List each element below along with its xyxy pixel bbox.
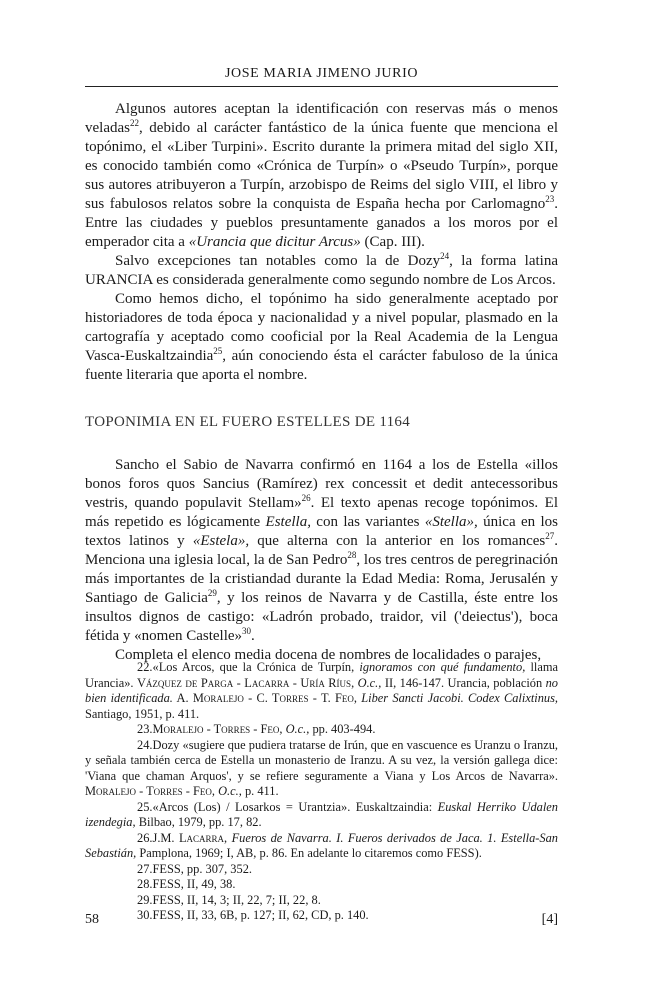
footnote-ref-25[interactable]: 25 [213,346,223,356]
footnote-26: 26.J.M. Lacarra, Fueros de Navarra. I. Fueros derivados de Jaca. 1. Estella-San Sebastián, Pamplona, 1969; I, AB, p. 86. En adelante lo citaremos como FESS). [85,830,558,860]
section-heading: TOPONIMIA EN EL FUERO ESTELLES DE 1164 [85,414,411,430]
footnotes [85,660,558,924]
footnote-25: 25.«Arcos (Los) / Losarkos = Urantzia». Euskaltzaindia: Euskal Herriko Udalen izendegia, Bilbao, 1979, pp. 17, 82. [85,799,558,829]
footnote-22: 22.«Los Arcos, que la Crónica de Turpín, ignoramos con qué fundamento, llama Urancia». Vázquez de Parga - Lacarra - Uría Ríus, O.c., II, 146-147. Urancia, población no bien identificada. A. Moralejo - C. Torres - T. Feo, Liber Sancti Jacobi. Codex Calixtinus, Santiago, 1951, p. 411. [85,660,559,721]
running-head: JOSE MARIA JIMENO JURIO [224,66,419,81]
paragraph: Algunos autores aceptan la identificación con reservas más o menos veladas$^{22}$, debido al carácter fantástico de la única fuente que menciona el topónimo, el «Liber Turpini». Escrito durante la primera mitad del siglo XII, es conocido también como «Crónica de Turpín» o «Pseudo Turpín», porque sus autores atribuyeron a Turpín, arzobispo de Reims del siglo VIII, el libro y sus fabulosos relatos sobre la conquista de España hecha por Carlomagno$^{23}$. Entre las ciudades y pueblos presuntamente ganados a los moros por el emperador cita a «Urancia que dicitur Arcus» (Cap. III). [85,101,558,250]
footnote-ref-28[interactable]: 28 [347,550,357,560]
footnote-23: 23.Moralejo - Torres - Feo, O.c., pp. 403-494. [137,722,376,736]
paragraph: Sancho el Sabio de Navarra confirmó en 1164 a los de Estella «illos bonos foros quos Sancius (Ramírez) rex concessit et dedit antecessoribus vestris, quando populavit Stellam»$^{26}$. El texto apenas recoge topónimos. El más repetido es lógicamente Estella, con las variantes «Stella», única en los textos latinos y «Estela», que alterna con la anterior en los romances$^{27}$. Menciona una iglesia local, la de San Pedro$^{28}$, los tres centros de peregrinación más importantes de la cristiandad durante la Edad Media: Roma, Jerusalén y Santiago de Galicia$^{29}$, y los reinos de Navarra y de Castilla, éste entre los insultos dignos de castigo: «Ladrón probado, traidor, vil ('deiectus'), boca fétida y «nomen Castelle»$^{30}$. [85,457,559,644]
footnote-ref-26[interactable]: 26 [301,493,311,503]
footnote-ref-29[interactable]: 29 [207,588,217,598]
paragraph: Completa el elenco media docena de nombres de localidades o parajes, [115,647,542,663]
header-rule [85,86,558,87]
paragraph: Salvo excepciones tan notables como la de Dozy$^{24}$, la forma latina URANCIA es considerada generalmente como segundo nombre de Los Arcos. [85,251,558,288]
footnote-ref-24[interactable]: 24 [440,251,450,261]
footnote-24: 24.Dozy «sugiere que pudiera tratarse de Irún, que en vascuence es Uranzu o Iranzu, y señala también cerca de Estella un monasterio de Iranzu. A su vez, la versión gallega dice: 'Viana que chaman Arquos', y se refiere seguramente a Viana y Los Arcos de Navarra». Moralejo - Torres - Feo, O.c., p. 411. [85,737,558,798]
body-text-bottom [85,456,558,665]
body-text-top [85,100,558,385]
footnote-ref-27[interactable]: 27 [545,531,555,541]
footnote-30: 30.FESS, II, 33, 6B, p. 127; II, 62, CD, p. 140. [137,908,369,922]
footnote-27: 27.FESS, pp. 307, 352. [137,861,252,876]
footnote-ref-30[interactable]: 30 [242,626,252,636]
page-number: 58 [85,912,99,927]
footnote-ref-23[interactable]: 23 [545,194,555,204]
paragraph: Como hemos dicho, el topónimo ha sido generalmente aceptado por historiadores de toda época y nacionalidad y a nivel popular, plasmado en la cartografía y aceptado como cooficial por la Real Academia de la Lengua Vasca-Euskaltzaindia$^{25}$, aún conociendo ésta el carácter fabuloso de la única fuente literaria que aporta el nombre. [85,291,558,383]
footnote-29: 29.FESS, II, 14, 3; II, 22, 7; II, 22, 8. [137,892,321,907]
section-folio: [4] [541,912,558,927]
footnote-28: 28.FESS, II, 49, 38. [137,877,236,891]
footnote-ref-22[interactable]: 22 [129,118,139,128]
